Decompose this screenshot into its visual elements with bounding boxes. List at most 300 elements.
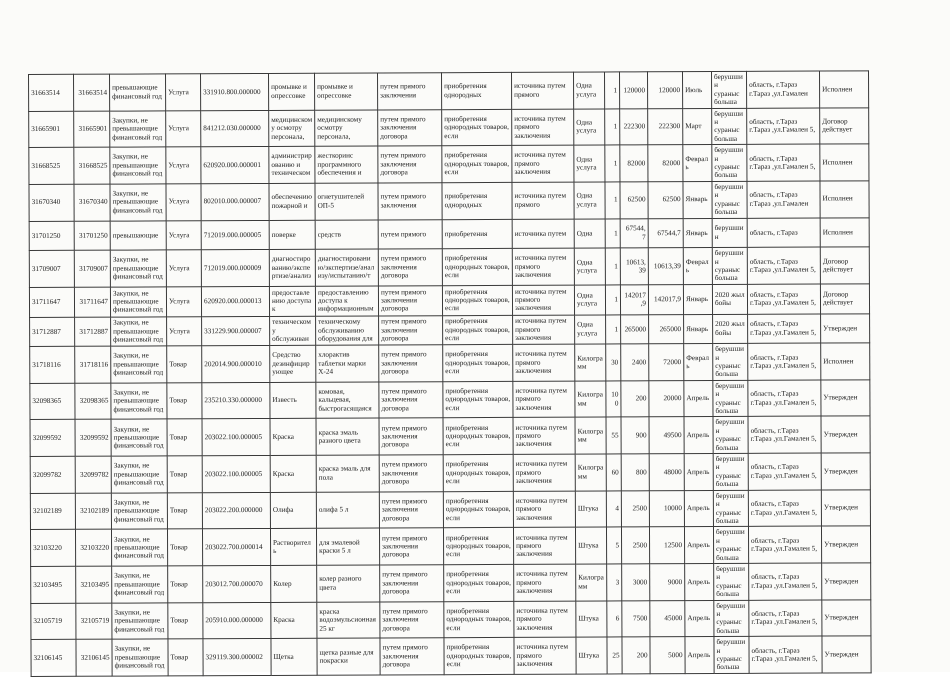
price-cell: 142017,9 [620,285,648,315]
procurement-method-cell: Закупки, не превышающие финансовый год [112,566,168,603]
total-cell: 265000 [649,314,684,344]
row-id-repeat-cell: 31665901 [74,111,110,148]
item-name-cell: Известь [270,382,316,419]
row-id-cell: 31712887 [30,317,75,347]
item-code-cell: 841212.030.000000 [201,110,269,147]
address-cell: область, г.Тараз г.Тараз ,ул.Гамален 5, [748,416,821,453]
item-description-cell: для эмалевой краски 5 л [316,528,379,565]
procurement-basis-cell: приобретения однородных товаров, если [444,638,514,675]
status-cell: Утвержден [821,526,870,563]
month-cell: Март [683,108,712,145]
status-cell: Утвержден [821,453,870,490]
place-cell: берушшин сураныс больша [711,71,746,108]
total-cell: 45000 [650,600,685,637]
total-cell: 62500 [648,182,683,219]
procurement-way-cell: путем прямого заключения договора [379,382,443,419]
month-cell: Январь [683,284,712,314]
status-cell: Исполнен [820,181,869,218]
table-row [30,416,870,456]
address-cell: область, г.Тараз г.Тараз ,ул.Гамален 5, [747,284,820,314]
table-row [29,217,869,250]
item-type-cell: Услуга [167,316,202,346]
status-cell: Утвержден [822,563,871,600]
status-cell: Исполнен [821,343,870,380]
procurement-basis-cell: приобретения однородных товаров, если [443,528,513,565]
month-cell: Февраль [683,248,712,285]
procurement-basis-cell: приобретения однородных товаров, если [443,381,513,418]
procurement-basis-cell: приобретения однородных товаров, если [442,285,512,315]
item-code-cell: 203012.700.000070 [203,565,271,602]
item-description-cell: огнетушителей ОП-5 [315,183,378,220]
procurement-method-cell: Закупки, не превышающие финансовый год [111,456,167,493]
total-cell: 222300 [648,108,683,145]
month-cell: Январь [684,314,713,344]
procurement-basis-cell: приобретения однородных [441,72,511,109]
item-name-cell: Олифа [270,492,316,529]
place-cell: 2020 жыл бойы [712,284,747,314]
item-type-cell: Товар [167,419,202,456]
total-cell: 10613,39 [648,248,683,285]
item-code-cell: 203022.700.000014 [202,529,270,566]
item-type-cell: Товар [167,492,202,529]
status-cell: Исполнен [820,217,869,247]
place-cell: берушшин сураныс больша [714,600,749,637]
unit-cell: Штука [576,637,607,674]
unit-cell: Штука [576,601,607,638]
unit-cell: Одна [574,218,605,248]
procurement-method-cell: Закупки, не превышающие финансовый год [112,639,168,676]
item-code-cell: 712019.000.000005 [201,220,269,250]
item-name-cell: медицинскому осмотру персонала, [269,110,315,147]
price-cell: 265000 [621,314,649,344]
item-code-cell: 620920.000.000013 [201,286,269,316]
item-type-cell: Услуга [166,110,201,147]
item-name-cell: диагностиро ванию/экспе ртизе/анализ [269,249,315,286]
procurement-way-cell: путем прямого заключения договора [378,286,442,316]
unit-cell: Килогра мм [576,564,607,601]
row-id-cell: 31709007 [29,250,74,287]
month-cell: Апрель [684,490,713,527]
item-code-cell: 202014.900.000010 [202,346,270,383]
procurement-method-cell: Закупки, не превышающие финансовый год [111,529,167,566]
item-code-cell: 620920.000.000001 [201,147,269,184]
row-id-cell: 32106145 [31,639,76,676]
row-id-cell: 31718116 [30,346,75,383]
item-description-cell: колер разного цвета [317,565,380,602]
price-cell: 900 [621,417,649,454]
price-cell: 222300 [620,108,648,145]
source-cell: источника путем прямого заключения [514,601,576,638]
table-row [30,526,870,566]
procurement-way-cell: путем прямого заключения договора [380,638,444,675]
item-description-cell: промывке и опрессовке [314,73,377,110]
unit-cell: Одна услуга [575,314,606,344]
source-cell: источника путем прямого заключения [513,381,575,418]
address-cell: область, г.Тараз г.Тараз ,ул.Гамален 5, [749,563,822,600]
procurement-way-cell: путем прямого заключения договора [379,345,443,382]
month-cell: Январь [683,218,712,248]
place-cell: берушшин сураныс больша [713,380,748,417]
total-cell: 48000 [649,454,684,491]
item-code-cell: 203022.200.000000 [202,492,270,529]
status-cell: Утвержден [821,380,870,417]
quantity-cell: 25 [607,637,622,674]
quantity-cell: 60 [606,454,621,491]
item-type-cell: Товар [167,456,202,493]
item-name-cell: администрир ованию и техническом [269,146,315,183]
procurement-method-cell: Закупки, не превышающие финансовый год [112,602,168,639]
table-row [29,247,869,287]
address-cell: область, г.Тараз г.Тараз ,ул.Гамален 5, [748,526,821,563]
procurement-way-cell: путем прямого заключения договора [379,455,443,492]
table-row [31,563,871,603]
source-cell: источника путем прямого заключения [513,527,575,564]
quantity-cell: 1 [605,109,620,146]
source-cell: источника путем прямого заключения [514,564,576,601]
price-cell: 7500 [622,600,650,637]
item-code-cell: 331229.900.000007 [202,316,270,346]
item-description-cell: краска эмаль для пола [316,455,379,492]
procurement-way-cell: путем прямого заключения договора [379,418,443,455]
item-type-cell: Товар [167,346,202,383]
item-description-cell: щетка разные для покраски [317,638,380,675]
procurement-method-cell: превышающие финансовый год [110,74,166,111]
place-cell: берушшин сураныс больша [713,417,748,454]
address-cell: область, г.Тараз г.Тараз ,ул.Гамален [747,181,820,218]
price-cell: 200 [621,381,649,418]
status-cell: Утвержден [821,490,870,527]
item-code-cell: 802010.000.000007 [201,183,269,220]
price-cell: 2500 [621,527,649,564]
procurement-method-cell: Закупки, не превышающие финансовый год [110,147,166,184]
place-cell: берушшин сураныс больша [714,637,749,674]
price-cell: 2500 [621,490,649,527]
table-row [30,380,870,420]
item-description-cell: медицинскому осмотру персонала, [315,110,378,147]
item-code-cell: 329119.300.000002 [203,639,271,676]
quantity-cell: 1 [606,314,621,344]
procurement-table [28,70,872,676]
total-cell: 142017,9 [648,284,683,314]
item-name-cell: техническом у обслуживан [270,316,316,346]
price-cell: 200 [622,637,650,674]
row-id-repeat-cell: 31663514 [74,74,110,111]
row-id-repeat-cell: 31712887 [75,317,111,347]
procurement-method-cell: Закупки, не превышающие финансовый год [111,419,167,456]
address-cell: область, г.Тараз г.Тараз ,ул.Гамален 5, [748,343,821,380]
row-id-repeat-cell: 32105719 [76,603,112,640]
item-name-cell: промывке и опрессовке [268,73,314,110]
status-cell: Утвержден [821,416,870,453]
month-cell: Июль [682,72,711,109]
quantity-cell: 6 [607,600,622,637]
price-cell: 62500 [620,182,648,219]
source-cell: источника путем прямого заключения [512,109,574,146]
procurement-way-cell: путем прямого заключения договора [378,109,442,146]
table-row [29,144,869,184]
item-description-cell: техническому обслуживанию оборудования для [316,315,379,345]
unit-cell: Одна услуга [574,182,605,219]
table-row [30,490,870,530]
row-id-cell: 31711647 [29,287,74,317]
item-description-cell: хлорактив таблетки марки Х-24 [316,345,379,382]
procurement-way-cell: путем прямого заключения договора [380,601,444,638]
procurement-way-cell: путем прямого заключения [378,183,442,220]
total-cell: 12500 [649,527,684,564]
item-type-cell: Товар [168,566,203,603]
procurement-basis-cell: приобретения однородных товаров, если [443,454,513,491]
address-cell: область, г.Тараз г.Тараз ,ул.Гамален [746,71,819,108]
total-cell: 9000 [650,564,685,601]
address-cell: область, г.Тараз г.Тараз ,ул.Гамален 5, [748,453,821,490]
item-description-cell: комовая, кальцевая, быстрогасящаяся [316,382,379,419]
item-code-cell: 712019.000.000009 [201,250,269,287]
procurement-way-cell: путем прямого заключения договора [378,249,442,286]
address-cell: область, г.Тараз г.Тараз ,ул.Гамален 5, [749,636,822,673]
procurement-basis-cell: приобретения однородных товаров, если [444,564,514,601]
table-row [29,181,869,221]
total-cell: 120000 [647,72,682,109]
source-cell: источника путем прямого [512,182,574,219]
table-row [30,313,870,346]
item-description-cell: краска эмаль разного цвета [316,418,379,455]
item-type-cell: Услуга [166,287,201,317]
row-id-repeat-cell: 31718116 [75,346,111,383]
table-body [29,71,872,676]
address-cell: область, г.Тараз г.Тараз ,ул.Гамален 5, [748,314,821,344]
procurement-method-cell: Закупки, не превышающие финансовый год [111,493,167,530]
row-id-cell: 32102189 [30,493,75,530]
unit-cell: Штука [575,527,606,564]
procurement-way-cell: путем прямого заключения договора [380,565,444,602]
quantity-cell: 1 [605,248,620,285]
row-id-repeat-cell: 31701250 [74,221,110,251]
month-cell: Апрель [684,417,713,454]
item-description-cell: предоставлению доступа к информационным [315,286,378,316]
procurement-method-cell: Закупки, не превышающие финансовый год [110,287,166,317]
source-cell: источника путем прямого заключения [513,454,575,491]
procurement-basis-cell: приобретения однородных товаров, если [442,109,512,146]
procurement-way-cell: путем прямого заключения договора [379,315,443,345]
place-cell: берушшин сураныс больша [713,344,748,381]
price-cell: 120000 [619,72,647,109]
source-cell: источника путем прямого заключения [513,315,575,345]
row-id-repeat-cell: 32103220 [75,529,111,566]
address-cell: область, г.Тараз [747,218,820,248]
item-type-cell: Услуга [166,250,201,287]
place-cell: берушшин сураныс больша [712,248,747,285]
total-cell: 10000 [649,490,684,527]
item-code-cell: 203022.100.000005 [202,419,270,456]
item-type-cell: Товар [168,602,203,639]
source-cell: источника путем прямого заключения [513,418,575,455]
row-id-cell: 32099592 [30,420,75,457]
row-id-cell: 31665901 [29,111,74,148]
month-cell: Апрель [685,563,714,600]
procurement-basis-cell: приобретения однородных товаров, если [443,418,513,455]
month-cell: Апрель [684,380,713,417]
procurement-basis-cell: приобретения [442,219,512,249]
status-cell: Утвержден [822,636,871,673]
table-row [29,107,869,147]
source-cell: источника путем [512,219,574,249]
item-description-cell: краска водоэмульсионная 25 кг [317,602,380,639]
item-name-cell: обеспечению пожарной и [269,183,315,220]
procurement-basis-cell: приобретения однородных товаров, если [443,345,513,382]
row-id-cell: 31668525 [29,148,74,185]
source-cell: источника путем прямого заключения [512,145,574,182]
unit-cell: Килогра мм [575,344,606,381]
price-cell: 10613,39 [620,248,648,285]
row-id-cell: 31663514 [29,74,74,111]
quantity-cell: 1 [605,285,620,315]
row-id-cell: 32103495 [31,566,76,603]
month-cell: Апрель [684,454,713,491]
procurement-way-cell: путем прямого заключения [377,73,441,110]
total-cell: 82000 [648,145,683,182]
status-cell: Исполнен [819,71,868,108]
unit-cell: Одна услуга [574,109,605,146]
place-cell: берушшин сураныс больша [713,490,748,527]
procurement-method-cell: Закупки, не превышающие финансовый год [110,250,166,287]
month-cell: Февраль [684,344,713,381]
quantity-cell: 4 [606,491,621,528]
item-name-cell: предоставле нию доступа к [269,286,315,316]
place-cell: берушшин сураныс больша [712,181,747,218]
procurement-basis-cell: приобретения однородных товаров, если [443,315,513,345]
place-cell: берушшин сураныс больша [714,563,749,600]
procurement-way-cell: путем прямого заключения договора [379,491,443,528]
row-id-cell: 31701250 [29,221,74,251]
item-code-cell: 235210.330.000000 [202,382,270,419]
row-id-cell: 32098365 [30,383,75,420]
month-cell: Апрель [685,637,714,674]
source-cell: источника путем прямого [511,72,573,109]
procurement-basis-cell: приобретения однородных [442,182,512,219]
row-id-repeat-cell: 31709007 [74,250,110,287]
procurement-method-cell: Закупки, не превышающие финансовый год [111,346,167,383]
month-cell: Январь [683,181,712,218]
place-cell: берушшин сураныс больша [713,453,748,490]
price-cell: 800 [621,454,649,491]
unit-cell: Килогра мм [575,381,606,418]
status-cell: Исполнен [820,144,869,181]
procurement-way-cell: путем прямого заключения договора [379,528,443,565]
source-cell: источника путем прямого заключения [514,637,576,674]
source-cell: источника путем прямого заключения [513,344,575,381]
address-cell: область, г.Тараз г.Тараз ,ул.Гамален 5, [747,247,820,284]
row-id-repeat-cell: 31668525 [74,147,110,184]
row-id-repeat-cell: 32099782 [75,456,111,493]
row-id-repeat-cell: 31670340 [74,184,110,221]
month-cell: Февраль [683,145,712,182]
month-cell: Апрель [684,527,713,564]
procurement-way-cell: путем прямого [378,219,442,249]
quantity-cell: 3 [607,564,622,601]
address-cell: область, г.Тараз г.Тараз ,ул.Гамален 5, [748,380,821,417]
address-cell: область, г.Тараз г.Тараз ,ул.Гамален 5, [747,108,820,145]
item-name-cell: Щетка [271,638,317,675]
item-type-cell: Услуга [166,184,201,221]
price-cell: 82000 [620,145,648,182]
item-type-cell: Товар [168,639,203,676]
quantity-cell: 1 [605,145,620,182]
total-cell: 20000 [649,380,684,417]
quantity-cell: 55 [606,417,621,454]
procurement-basis-cell: приобретения однородных товаров, если [442,146,512,183]
address-cell: область, г.Тараз г.Тараз ,ул.Гамален 5, [748,490,821,527]
address-cell: область, г.Тараз г.Тараз ,ул.Гамален 5, [749,600,822,637]
procurement-method-cell: Закупки, не превышающие финансовый год [110,184,166,221]
item-name-cell: Краска [271,602,317,639]
quantity-cell: 1 [604,72,619,109]
address-cell: область, г.Тараз г.Тараз ,ул.Гамален 5, [747,144,820,181]
source-cell: источника путем прямого заключения [512,285,574,315]
status-cell: Договор действует [820,107,869,144]
quantity-cell: 1 [605,218,620,248]
total-cell: 5000 [650,637,685,674]
total-cell: 72000 [649,344,684,381]
row-id-cell: 31670340 [29,184,74,221]
source-cell: источника путем прямого заключения [512,248,574,285]
quantity-cell: 1 [605,182,620,219]
item-code-cell: 331910.800.000000 [201,73,269,110]
item-name-cell: Средство дезинфицир ующее [270,345,316,382]
status-cell: Договор действует [820,247,869,284]
unit-cell: Килогра мм [575,417,606,454]
row-id-repeat-cell: 31711647 [74,287,110,317]
total-cell: 49500 [649,417,684,454]
unit-cell: Одна услуга [574,285,605,315]
item-name-cell: поверке [269,220,315,250]
quantity-cell: 30 [606,344,621,381]
item-description-cell: олифа 5 л [316,492,379,529]
row-id-repeat-cell: 32098365 [75,383,111,420]
price-cell: 67544,7 [620,218,648,248]
item-name-cell: Краска [270,419,316,456]
procurement-method-cell: Закупки, не превышающие финансовый год [111,383,167,420]
procurement-method-cell: Закупки, не превышающие финансовый год [110,111,166,148]
row-id-cell: 32103220 [30,530,75,567]
row-id-cell: 32099782 [30,456,75,493]
source-cell: источника путем прямого заключения [513,491,575,528]
row-id-repeat-cell: 32106145 [76,639,112,676]
item-code-cell: 203022.100.000005 [202,456,270,493]
item-description-cell: диагностированию/экспертизе/анал изу/испытанию/т [315,249,378,286]
table-row [29,71,869,111]
table-row [30,453,870,493]
item-type-cell: Товар [167,529,202,566]
place-cell: берушшин сураныс больша [712,145,747,182]
place-cell: берушшин [712,218,747,248]
item-name-cell: Колер [271,565,317,602]
unit-cell: Одна услуга [574,248,605,285]
unit-cell: Одна услуга [574,145,605,182]
price-cell: 2400 [621,344,649,381]
item-type-cell: Услуга [166,220,201,250]
procurement-basis-cell: приобретения однородных товаров, если [444,601,514,638]
row-id-repeat-cell: 32102189 [75,493,111,530]
place-cell: 2020 жыл бойы [713,314,748,344]
unit-cell: Килогра мм [575,454,606,491]
table-row [30,343,870,383]
item-description-cell: жесткоринс программного обеспечения и [315,146,378,183]
item-type-cell: Услуга [166,74,201,111]
place-cell: берушшин сураныс больша [713,527,748,564]
status-cell: Утвержден [821,313,870,343]
row-id-cell: 32105719 [31,603,76,640]
table-row [31,636,871,676]
